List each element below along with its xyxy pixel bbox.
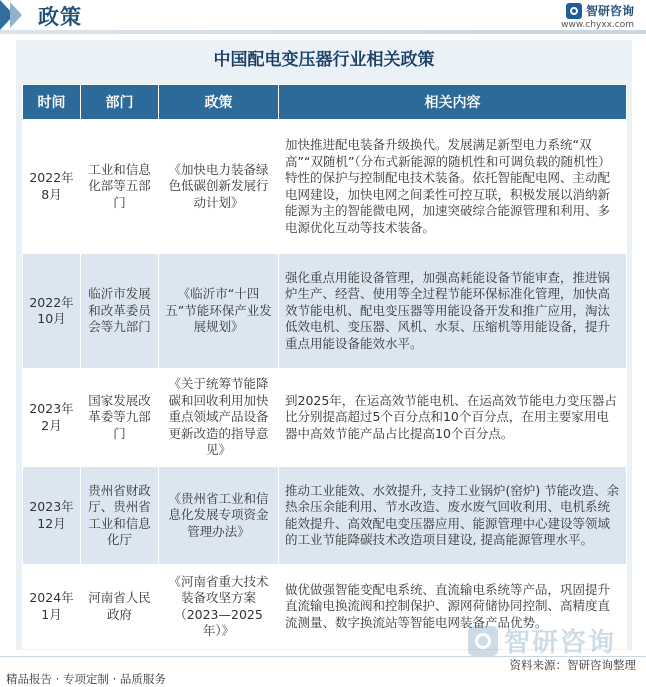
table-row	[23, 369, 627, 467]
brand-name: 智研咨询	[585, 4, 634, 18]
column-header-content: 相关内容	[279, 85, 627, 120]
table-row	[23, 467, 627, 565]
table-row	[23, 254, 627, 369]
cell-content: 加快推进配电装备升级换代。发展满足新型电力系统“双高”“双随机”（分布式新能源的随机性和可调负载的随机性）特性的保护与控制配电技术装备。依托智能配电网、主动配电网建设，加快电网之间柔性可控互联，积极发展以消纳新能源为主的智能微电网，加速突破综合能源管理和利用、多电源优化互动等技术装备。	[279, 120, 627, 254]
chevron-right-icon	[10, 2, 22, 28]
cell-policy: 《加快电力装备绿色低碳创新发展行动计划》	[159, 120, 279, 254]
cell-time: 2023年12月	[23, 467, 81, 565]
cell-policy: 《贵州省工业和信息化发展专项资金管理办法》	[159, 467, 279, 565]
policy-table	[22, 84, 627, 649]
cell-dept: 贵州省财政厅、贵州省工业和信息化厅	[81, 467, 159, 565]
column-header-policy: 政策	[159, 85, 279, 120]
table-title: 中国配电变压器行业相关政策	[213, 50, 435, 70]
cell-time: 2023年2月	[23, 369, 81, 467]
brand-logo-icon	[468, 626, 498, 656]
column-header-time: 时间	[23, 85, 81, 120]
cell-time: 2024年1月	[23, 565, 81, 649]
cell-content: 做优做强智能变配电系统、直流输电系统等产品，巩固提升直流输电换流阀和控制保护、源网荷储协同控制、高精度直流测量、数字换流站等智能电网装备产品优势。	[279, 565, 627, 649]
cell-time: 2022年10月	[23, 254, 81, 369]
cell-policy: 《河南省重大技术装备攻坚方案（2023—2025年）》	[159, 565, 279, 649]
column-header-dept: 部门	[81, 85, 159, 120]
header-divider	[0, 30, 646, 34]
cell-dept: 临沂市发展和改革委员会等九部门	[81, 254, 159, 369]
brand	[561, 2, 634, 30]
policy-panel	[16, 40, 632, 650]
cell-time: 2022年8月	[23, 120, 81, 254]
cell-policy: 《关于统筹节能降碳和回收利用加快重点领域产品设备更新改造的指导意见》	[159, 369, 279, 467]
footer-slogan: 精品报告 · 专项定制 · 品质服务	[6, 672, 166, 686]
table-row	[23, 120, 627, 254]
brand-logo-icon	[566, 3, 582, 19]
cell-dept: 国家发展改革委等九部门	[81, 369, 159, 467]
cell-content: 推动工业能效、水效提升, 支持工业锅炉(窑炉) 节能改造、余热余压余能利用、节水改造、废水废气回收利用、电机系统能效提升、高效配电变压器应用、能源管理中心建设等领域的工业节能降碳技术改造项目建设, 提高能源管理水平。	[279, 467, 627, 565]
cell-policy: 《临沂市“十四五”节能环保产业发展规划》	[159, 254, 279, 369]
source-note: 资料来源：智研咨询整理	[509, 658, 636, 672]
watermark	[468, 622, 616, 659]
brand-url: www.chyxx.com	[561, 20, 634, 30]
cell-content: 到2025年，在运高效节能电机、在运高效节能电力变压器占比分别提高超过5个百分点和10个百分点，在用主要家用电器中高效节能产品占比提高10个百分点。	[279, 369, 627, 467]
cell-content: 强化重点用能设备管理，加强高耗能设备节能审查，推进锅炉生产、经营、使用等全过程节能环保标准化管理，加快高效节能电机、配电变压器等用能设备开发和推广应用，淘汰低效电机、变压器、风机、水泵、压缩机等用能设备，提升重点用能设备能效水平。	[279, 254, 627, 369]
watermark-text: 智研咨询	[504, 628, 617, 658]
top-bar	[0, 0, 646, 30]
cell-dept: 河南省人民政府	[81, 565, 159, 649]
table-header-row	[23, 85, 627, 120]
cell-dept: 工业和信息化部等五部门	[81, 120, 159, 254]
footer	[0, 656, 646, 686]
section-title: 政策	[38, 5, 82, 29]
